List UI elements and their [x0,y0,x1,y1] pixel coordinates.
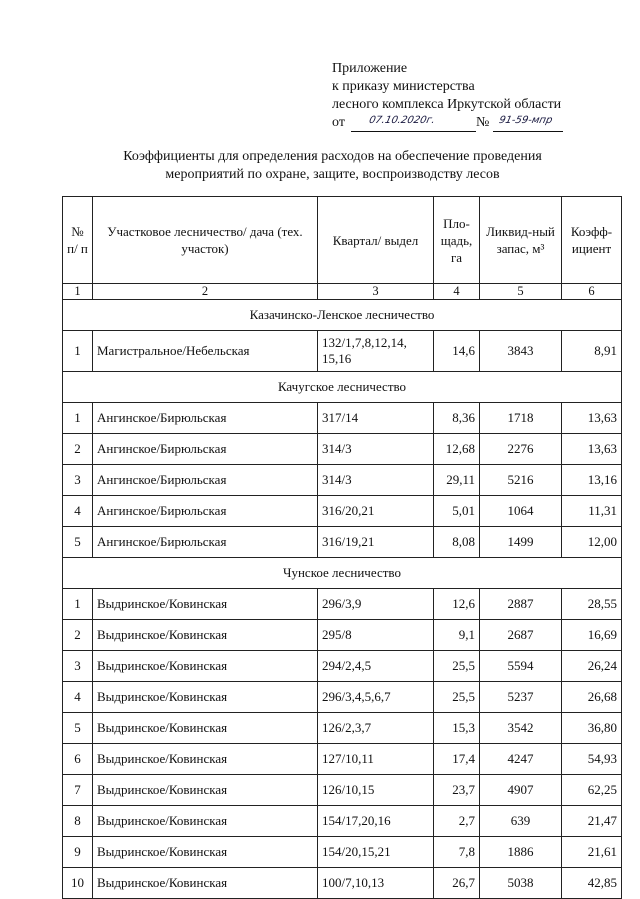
quarter-plot: 314/3 [318,465,434,496]
coefficient-value: 11,31 [562,496,622,527]
column-number-row [63,284,622,300]
quarter-plot: 296/3,4,5,6,7 [318,682,434,713]
forestry-name: Выдринское/Ковинская [93,775,318,806]
row-number: 7 [63,775,93,806]
quarter-plot: 100/7,10,13 [318,868,434,899]
table-row [63,434,622,465]
forestry-name: Выдринское/Ковинская [93,713,318,744]
forestry-name: Выдринское/Ковинская [93,589,318,620]
area-value: 7,8 [434,837,480,868]
coefficient-value: 21,61 [562,837,622,868]
stock-value: 2687 [480,620,562,651]
area-value: 17,4 [434,744,480,775]
section-name: Качугское лесничество [63,372,622,403]
coefficient-value: 28,55 [562,589,622,620]
stock-value: 3843 [480,331,562,372]
table-row [63,465,622,496]
row-number: 4 [63,496,93,527]
table-row [63,620,622,651]
area-value: 14,6 [434,331,480,372]
quarter-plot: 295/8 [318,620,434,651]
stock-value: 3542 [480,713,562,744]
table-row [63,331,622,372]
order-number-field [493,115,563,132]
appendix-block [332,60,563,132]
stock-value: 1886 [480,837,562,868]
forestry-name: Выдринское/Ковинская [93,744,318,775]
forestry-name: Ангинское/Бирюльская [93,465,318,496]
section-header-row [63,372,622,403]
area-value: 8,36 [434,403,480,434]
quarter-plot: 314/3 [318,434,434,465]
area-value: 15,3 [434,713,480,744]
column-number: 3 [318,284,434,300]
stock-value: 5216 [480,465,562,496]
table-row [63,589,622,620]
area-value: 25,5 [434,651,480,682]
quarter-plot: 126/10,15 [318,775,434,806]
quarter-plot: 154/17,20,16 [318,806,434,837]
coefficient-value: 13,16 [562,465,622,496]
quarter-plot: 127/10,11 [318,744,434,775]
header-stock: Ликвид-ный запас, м³ [480,197,562,284]
area-value: 12,6 [434,589,480,620]
area-value: 23,7 [434,775,480,806]
forestry-name: Ангинское/Бирюльская [93,496,318,527]
quarter-plot: 126/2,3,7 [318,713,434,744]
coefficient-value: 42,85 [562,868,622,899]
forestry-name: Ангинское/Бирюльская [93,403,318,434]
row-number: 5 [63,527,93,558]
coefficient-value: 21,47 [562,806,622,837]
appendix-line-2: к приказу министерства [332,79,475,94]
coefficient-value: 26,24 [562,651,622,682]
table-row [63,744,622,775]
row-number: 1 [63,589,93,620]
order-date-number-row [332,114,563,132]
table-row [63,527,622,558]
coefficient-value: 12,00 [562,527,622,558]
stock-value: 5594 [480,651,562,682]
area-value: 2,7 [434,806,480,837]
quarter-plot: 154/20,15,21 [318,837,434,868]
forestry-name: Выдринское/Ковинская [93,620,318,651]
table-row [63,496,622,527]
stock-value: 1499 [480,527,562,558]
number-label: № [475,115,490,130]
column-number: 5 [480,284,562,300]
row-number: 1 [63,403,93,434]
coefficient-value: 16,69 [562,620,622,651]
column-number: 2 [93,284,318,300]
coefficient-value: 13,63 [562,403,622,434]
area-value: 12,68 [434,434,480,465]
coefficient-value: 13,63 [562,434,622,465]
section-header-row [63,300,622,331]
table-header-row [63,197,622,284]
handwritten-date: 07.10.2020г. [367,115,436,126]
quarter-plot: 294/2,4,5 [318,651,434,682]
table-row [63,682,622,713]
area-value: 29,11 [434,465,480,496]
area-value: 5,01 [434,496,480,527]
forestry-name: Выдринское/Ковинская [93,868,318,899]
quarter-plot: 132/1,7,8,12,14, 15,16 [318,331,434,372]
row-number: 1 [63,331,93,372]
coefficient-value: 36,80 [562,713,622,744]
table-row [63,403,622,434]
row-number: 10 [63,868,93,899]
table-row [63,806,622,837]
forestry-name: Выдринское/Ковинская [93,837,318,868]
forestry-name: Выдринское/Ковинская [93,682,318,713]
document-title [100,148,565,184]
coefficient-value: 8,91 [562,331,622,372]
quarter-plot: 317/14 [318,403,434,434]
row-number: 2 [63,620,93,651]
handwritten-number: 91-59-мпр [498,115,554,126]
stock-value: 1718 [480,403,562,434]
row-number: 3 [63,651,93,682]
section-header-row [63,558,622,589]
forestry-name: Выдринское/Ковинская [93,806,318,837]
forestry-name: Магистральное/Небельская [93,331,318,372]
coefficients-table [62,196,622,899]
area-value: 26,7 [434,868,480,899]
forestry-name: Выдринское/Ковинская [93,651,318,682]
forestry-name: Ангинское/Бирюльская [93,434,318,465]
title-line-1: Коэффициенты для определения расходов на обеспечение проведения [123,149,542,164]
row-number: 5 [63,713,93,744]
row-number: 8 [63,806,93,837]
stock-value: 2887 [480,589,562,620]
stock-value: 1064 [480,496,562,527]
quarter-plot: 296/3,9 [318,589,434,620]
area-value: 25,5 [434,682,480,713]
quarter-plot: 316/20,21 [318,496,434,527]
row-number: 4 [63,682,93,713]
table-row [63,775,622,806]
row-number: 2 [63,434,93,465]
section-name: Чунское лесничество [63,558,622,589]
header-forestry: Участковое лесничество/ дача (тех. участок) [93,197,318,284]
coefficient-value: 54,93 [562,744,622,775]
coefficient-value: 62,25 [562,775,622,806]
table-body [63,284,622,899]
from-label: от [332,115,345,130]
table-row [63,713,622,744]
table-row [63,651,622,682]
row-number: 6 [63,744,93,775]
header-area: Пло-щадь, га [434,197,480,284]
stock-value: 5038 [480,868,562,899]
column-number: 1 [63,284,93,300]
stock-value: 5237 [480,682,562,713]
area-value: 8,08 [434,527,480,558]
area-value: 9,1 [434,620,480,651]
title-line-2: мероприятий по охране, защите, воспроизводству лесов [165,167,500,182]
order-date-field [351,115,476,132]
column-number: 6 [562,284,622,300]
stock-value: 4907 [480,775,562,806]
table-row [63,837,622,868]
header-coefficient: Коэфф-ициент [562,197,622,284]
header-quarter: Квартал/ выдел [318,197,434,284]
appendix-line-3: лесного комплекса Иркутской области [332,97,562,112]
section-name: Казачинско-Ленское лесничество [63,300,622,331]
stock-value: 639 [480,806,562,837]
column-number: 4 [434,284,480,300]
row-number: 3 [63,465,93,496]
row-number: 9 [63,837,93,868]
stock-value: 4247 [480,744,562,775]
coefficient-value: 26,68 [562,682,622,713]
table-row [63,868,622,899]
stock-value: 2276 [480,434,562,465]
forestry-name: Ангинское/Бирюльская [93,527,318,558]
appendix-line-1: Приложение [332,61,408,76]
header-number: № п/ п [63,197,93,284]
quarter-plot: 316/19,21 [318,527,434,558]
